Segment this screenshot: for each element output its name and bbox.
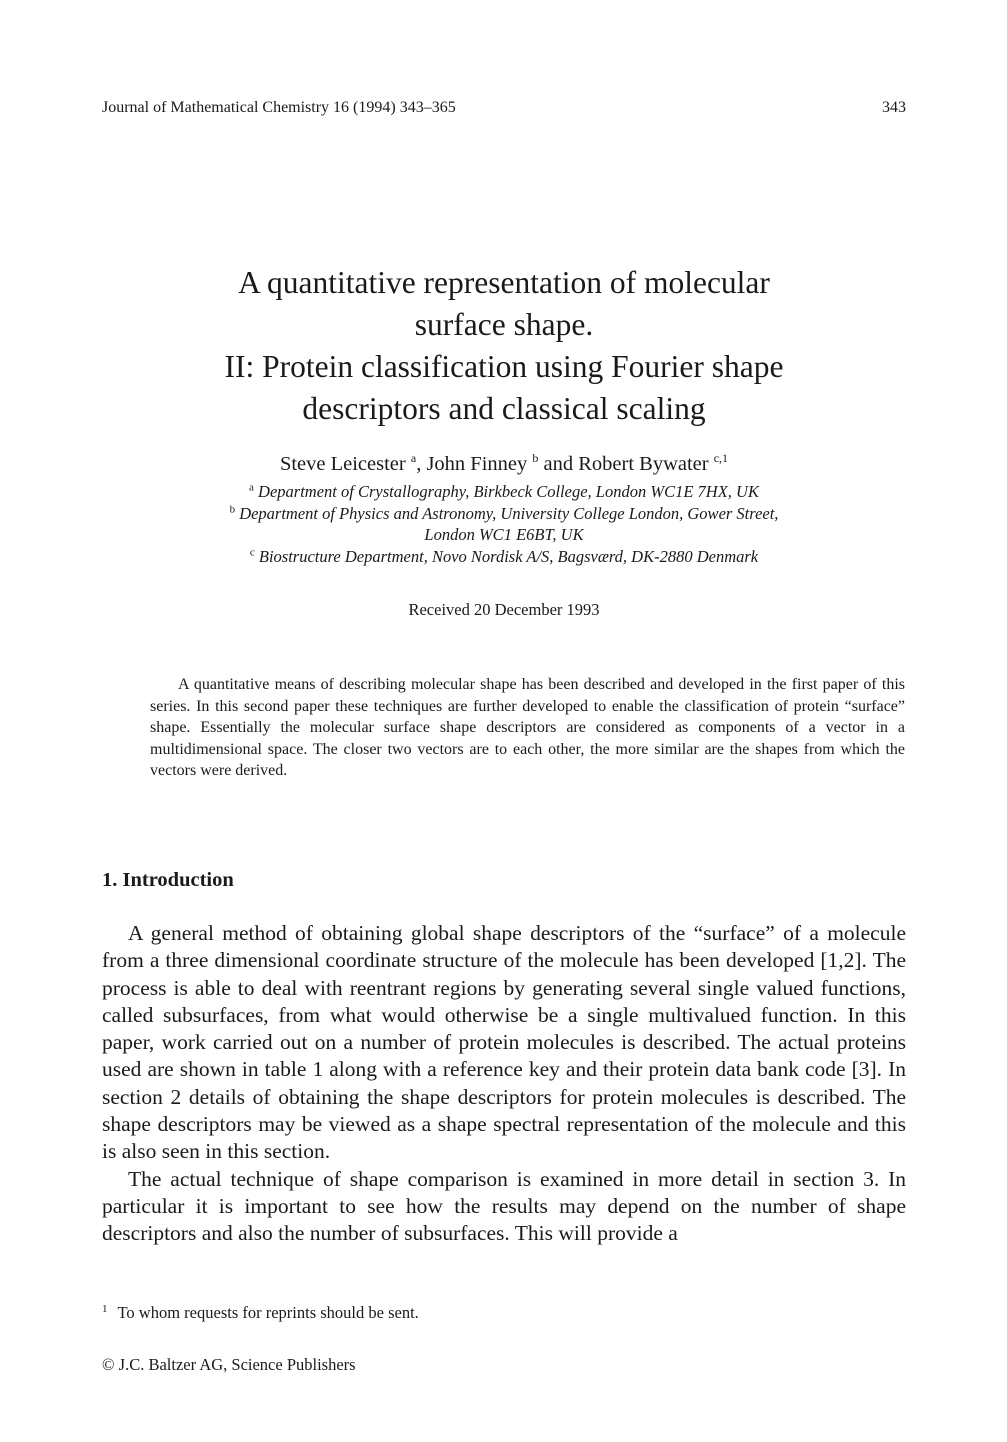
abstract-text: A quantitative means of describing molecular shape has been described and developed in the first paper of this series. In this second paper these techniques are further developed to enable the classification of protein “surface” shape. Essentially the molecular surface shape descriptors are considered as components of a vector in a multidimensional space. The closer two vectors are to each other, the more similar are the shapes from which the vectors were derived. [150,676,905,779]
author-list: Steve Leicester $^a$, John Finney $^b$ and Robert Bywater $^{c,1}$ [279,451,729,475]
section-heading: 1. Introduction [102,869,234,891]
affiliation-marker: b [229,503,236,515]
page-number: 343 [882,99,906,116]
footnote [102,1302,906,1324]
paragraph: The actual technique of shape comparison is examined in more detail in section 3. In particular it is important to see how the results may depend on the number of shape descriptors and also the number of subsurfaces. This will provide a [102,1166,906,1246]
affiliation-c [102,546,906,568]
footnote-marker: 1 [102,1302,108,1315]
title-line: II: Protein classification using Fourier shape [224,349,784,384]
author-conjunction: and [543,453,574,475]
abstract [150,674,905,782]
paper-title [102,262,906,430]
affiliation-b [102,503,906,525]
affiliations [102,481,906,567]
title-line: descriptors and classical scaling [302,391,706,426]
affiliation-text: Biostructure Department, Novo Nordisk A/S, Bagsværd, DK-2880 Denmark [258,546,759,566]
journal-citation: Journal of Mathematical Chemistry 16 (1994) 343–365 [102,99,456,116]
author-name: Steve Leicester [279,453,406,475]
received-date: Received 20 December 1993 [408,600,600,619]
affiliation-a [102,481,906,503]
author-affiliation-marker: a [410,451,417,466]
author-affiliation-marker: b [532,451,539,466]
author-name: John Finney [426,453,528,475]
body-text [102,920,906,1248]
affiliation-text: Department of Physics and Astronomy, University College London, Gower Street, [239,503,779,523]
copyright-notice: © J.C. Baltzer AG, Science Publishers [102,1355,356,1374]
affiliation-marker: c [249,546,255,558]
title-line: A quantitative representation of molecular [238,265,770,300]
affiliation-marker: a [249,481,254,494]
author-affiliation-marker: c,1 [713,451,729,466]
affiliation-text: Department of Crystallography, Birkbeck College, London WC1E 7HX, UK [258,482,759,501]
affiliation-b-cont: London WC1 E6BT, UK [424,525,584,544]
paragraph: A general method of obtaining global shape descriptors of the “surface” of a molecule from a three dimensional coordinate structure of the molecule has been developed [1,2]. The process is able to deal with reentrant regions by generating several single valued functions, called subsurfaces, from what would otherwise be a single multivalued function. In this paper, work carried out on a number of protein molecules is described. The actual proteins used are shown in table 1 along with a reference key and their protein data bank code [3]. In section 2 details of obtaining the shape descriptors for protein molecules is described. The shape descriptors may be viewed as a shape spectral representation of the molecule and this is also seen in this section. [102,921,906,1164]
title-line: surface shape. [414,307,594,342]
footnote-text: To whom requests for reprints should be sent. [117,1303,419,1322]
running-header [102,96,906,120]
author-name: Robert Bywater [578,453,709,475]
